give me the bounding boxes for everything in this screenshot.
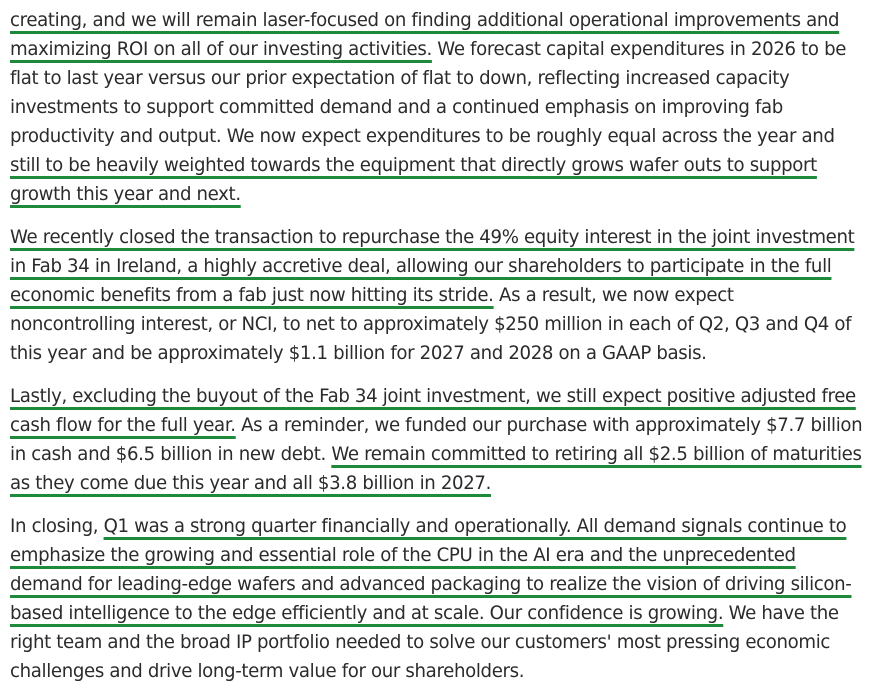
text-line: [10, 657, 883, 686]
text-line: [10, 512, 883, 541]
highlighted-text: Q1 was a strong quarter financially and operationally. All demand signals continue to: [103, 516, 847, 537]
body-text: As a result, we now expect: [493, 285, 734, 306]
text-line: [10, 252, 883, 281]
highlighted-text: still to be heavily weighted towards the equipment that directly grows wafer outs to support: [10, 155, 817, 176]
text-line: [10, 570, 883, 599]
highlighted-text: growth this year and next.: [10, 184, 241, 205]
body-text: right team and the broad IP portfolio needed to solve our customers' most pressing economic: [10, 632, 831, 653]
highlighted-text: demand for leading-edge wafers and advanced packaging to realize the vision of driving silicon-: [10, 574, 852, 595]
text-line: [10, 35, 883, 64]
highlighted-text: in Fab 34 in Ireland, a highly accretive deal, allowing our shareholders to participate in the full: [10, 256, 832, 277]
text-line: [10, 541, 883, 570]
text-line: [10, 411, 883, 440]
highlighted-text: cash flow for the full year.: [10, 415, 236, 436]
body-text: In closing,: [10, 516, 104, 537]
text-line: [10, 6, 883, 35]
highlighted-text: as they come due this year and all $3.8 billion in 2027.: [10, 473, 492, 494]
text-line: [10, 93, 883, 122]
highlighted-text: maximizing ROI on all of our investing activities.: [10, 39, 432, 60]
paragraph-closing: [10, 512, 890, 686]
highlighted-text: economic benefits from a fab just now hitting its stride.: [10, 285, 494, 306]
paragraph-fab34: [10, 223, 890, 368]
body-text: As a reminder, we funded our purchase with approximately $7.7 billion: [235, 415, 863, 436]
paragraph-capex: [10, 6, 890, 209]
text-line: [10, 599, 883, 628]
text-line: [10, 339, 883, 368]
text-line: [10, 628, 883, 657]
body-text: noncontrolling interest, or NCI, to net to approximately $250 million in each of Q2, Q3 and Q4 of: [10, 314, 852, 335]
highlighted-text: creating, and we will remain laser-focused on finding additional operational improvements and: [10, 10, 840, 31]
body-text: this year and be approximately $1.1 billion for 2027 and 2028 on a GAAP basis.: [10, 343, 707, 364]
highlighted-text: based intelligence to the edge efficiently and at scale. Our confidence is growing.: [10, 603, 724, 624]
body-text: in cash and $6.5 billion in new debt.: [10, 444, 332, 465]
body-text: We have the: [723, 603, 839, 624]
text-line: [10, 281, 883, 310]
text-line: [10, 151, 883, 180]
body-text: We forecast capital expenditures in 2026 to be: [431, 39, 847, 60]
highlighted-text: emphasize the growing and essential role of the CPU in the AI era and the unprecedented: [10, 545, 796, 566]
highlighted-text: Lastly, excluding the buyout of the Fab 34 joint investment, we still expect positive adjusted free: [10, 386, 856, 407]
text-line: [10, 180, 883, 209]
paragraph-cash-flow: [10, 382, 890, 498]
body-text: productivity and output. We now expect expenditures to be roughly equal across the year and: [10, 126, 835, 147]
highlighted-text: We remain committed to retiring all $2.5 billion of maturities: [331, 444, 862, 465]
text-line: [10, 122, 883, 151]
body-text: flat to last year versus our prior expectation of flat to down, reflecting increased capacity: [10, 68, 790, 89]
text-line: [10, 382, 883, 411]
text-line: [10, 440, 883, 469]
body-text: challenges and drive long-term value for our shareholders.: [10, 661, 525, 682]
highlighted-text: We recently closed the transaction to repurchase the 49% equity interest in the joint investment: [10, 227, 855, 248]
text-line: [10, 223, 883, 252]
body-text: investments to support committed demand and a continued emphasis on improving fab: [10, 97, 783, 118]
text-line: [10, 64, 883, 93]
text-line: [10, 469, 883, 498]
text-line: [10, 310, 883, 339]
document-body: [10, 6, 890, 700]
